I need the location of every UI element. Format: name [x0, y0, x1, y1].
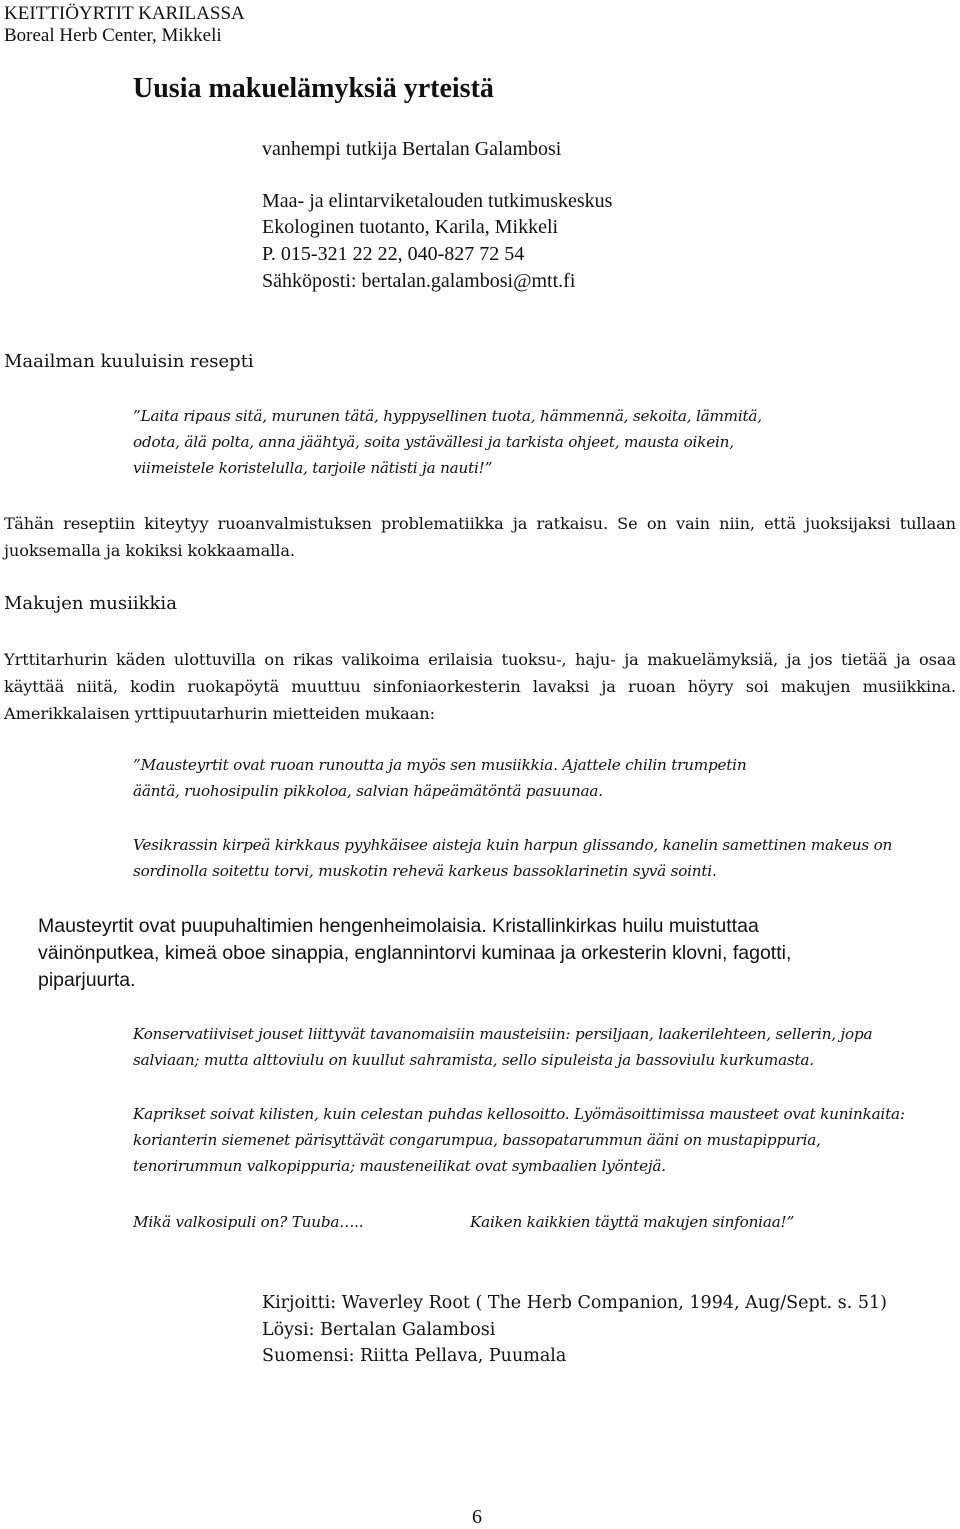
music-quote-1 — [133, 752, 955, 804]
contact-author: vanhempi tutkija Bertalan Galambosi — [262, 138, 562, 160]
credit-found: Löysi: Bertalan Galambosi — [262, 1320, 496, 1340]
closing-question: Mikä valkosipuli on? Tuuba….. — [133, 1213, 364, 1231]
recipe-quote — [133, 403, 955, 481]
recipe-paragraph: Tähän reseptiin kiteytyy ruoanvalmistuksen problematiikka ja ratkaisu. Se on vain niin, että juoksijaksi tullaan juoksemalla ja kokiksi kokkaamalla. — [4, 514, 956, 560]
header-subtitle: Boreal Herb Center, Mikkeli — [4, 25, 222, 46]
quote-line: ääntä, ruohosipulin pikkoloa, salvian häpeämätöntä pasuunaa. — [133, 782, 603, 800]
quote-line: salviaan; mutta alttoviulu on kuullut sahramista, sello sipuleista ja bassoviulu kurkumasta. — [133, 1051, 814, 1069]
contact-phone: P. 015-321 22 22, 040-827 72 54 — [262, 243, 525, 265]
quote-line: odota, älä polta, anna jäähtyä, soita ystävällesi ja tarkista ohjeet, mausta oikein, — [133, 433, 734, 451]
quote-line: Konservatiiviset jouset liittyvät tavanomaisiin mausteisiin: persiljaan, laakerilehteen, sellerin, jopa — [133, 1025, 873, 1043]
credit-author: Kirjoitti: Waverley Root ( The Herb Companion, 1994, Aug/Sept. s. 51) — [262, 1293, 888, 1313]
music-quote-4 — [133, 1101, 955, 1179]
quote-line: Kaprikset soivat kilisten, kuin celestan puhdas kellosoitto. Lyömäsoittimissa mausteet ovat kuninkaita: — [133, 1105, 905, 1123]
page-number: 6 — [472, 1506, 482, 1528]
paragraph-line: väinönputkea, kimeä oboe sinappia, englannintorvi kuminaa ja orkesterin klovni, fagotti, — [38, 942, 792, 964]
paragraph-line: piparjuurta. — [38, 969, 136, 991]
page-title: Uusia makuelämyksiä yrteistä — [133, 73, 494, 104]
music-quote-2 — [133, 832, 955, 884]
contact-organization: Maa- ja elintarviketalouden tutkimuskeskus — [262, 190, 613, 212]
music-intro-paragraph: Yrttitarhurin käden ulottuvilla on rikas valikoima erilaisia tuoksu-, haju- ja makuelämyksiä, ja jos tietää ja osaa käyttää niitä, kodin ruokapöytä muuttuu sinfoniaorkesterin lavaksi ja ruoan höyry soi makujen musiikkina. Amerikkalaisen yrttipuutarhurin mietteiden mukaan: — [4, 650, 956, 723]
quote-line: ”Laita ripaus sitä, murunen tätä, hyppysellinen tuota, hämmennä, sekoita, lämmitä, — [133, 407, 762, 425]
quote-line: Vesikrassin kirpeä kirkkaus pyyhkäisee aisteja kuin harpun glissando, kanelin samettinen makeus on — [133, 836, 893, 854]
header-organization: KEITTIÖYRTIT KARILASSA — [4, 3, 245, 24]
contact-unit: Ekologinen tuotanto, Karila, Mikkeli — [262, 216, 559, 238]
closing-statement: Kaiken kaikkien täyttä makujen sinfoniaa!” — [470, 1213, 795, 1231]
quote-line: tenorirummun valkopippuria; mausteneilikat ovat symbaalien lyöntejä. — [133, 1157, 666, 1175]
contact-email: Sähköposti: bertalan.galambosi@mtt.fi — [262, 270, 576, 292]
section-heading-music: Makujen musiikkia — [4, 593, 177, 614]
paragraph-line: Mausteyrtit ovat puupuhaltimien hengenheimolaisia. Kristallinkirkas huilu muistuttaa — [38, 915, 759, 937]
quote-line: ”Mausteyrtit ovat ruoan runoutta ja myös sen musiikkia. Ajattele chilin trumpetin — [133, 756, 747, 774]
quote-line: viimeistele koristelulla, tarjoile nätisti ja nauti!” — [133, 459, 493, 477]
credit-translated: Suomensi: Riitta Pellava, Puumala — [262, 1346, 567, 1366]
quote-line: sordinolla soitettu torvi, muskotin rehevä karkeus bassoklarinetin syvä sointi. — [133, 862, 717, 880]
quote-line: korianterin siemenet pärisyttävät congarumpua, bassopatarummun ääni on mustapippuria, — [133, 1131, 821, 1149]
section-heading-recipe: Maailman kuuluisin resepti — [4, 351, 254, 372]
music-quote-3 — [133, 1021, 955, 1073]
woodwinds-paragraph — [38, 913, 938, 994]
